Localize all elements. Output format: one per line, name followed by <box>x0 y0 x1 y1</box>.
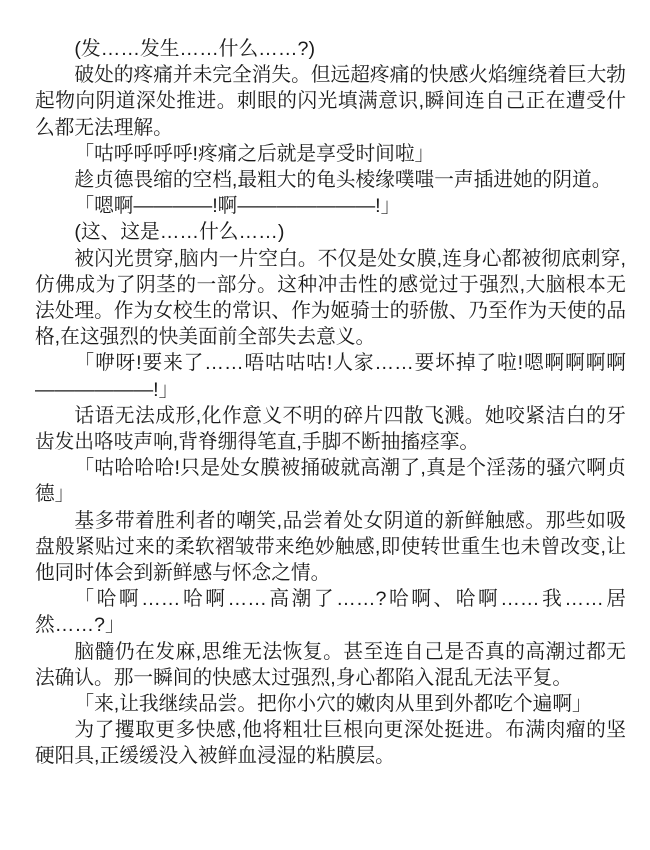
paragraph: 破处的疼痛并未完全消失。但远超疼痛的快感火焰缠绕着巨大勃起物向阴道深处推进。刺眼的闪光填满意识,瞬间连自己正在遭受什么都无法理解。 <box>35 64 626 139</box>
paragraph: 脑髓仍在发麻,思维无法恢复。甚至连自己是否真的高潮过都无法确认。那一瞬间的快感太过强烈,身心都陷入混乱无法平复。 <box>35 640 626 689</box>
paragraph: 基多带着胜利者的嘲笑,品尝着处女阴道的新鲜触感。那些如吸盘般紧贴过来的柔软褶皱带来绝妙触感,即使转世重生也未曾改变,让他同时体会到新鲜感与怀念之情。 <box>35 509 626 585</box>
paragraph: 「来,让我继续品尝。把你小穴的嫩肉从里到外都吃个遍啊」 <box>74 693 592 716</box>
paragraph: 「咕呼呼呼呼!疼痛之后就是享受时间啦」 <box>74 142 435 165</box>
paragraph: 话语无法成形,化作意义不明的碎片四散飞溅。她咬紧洁白的牙齿发出咯吱声响,背脊绷得笔直,手脚不断抽搐痉挛。 <box>35 404 626 454</box>
paragraph: 「咕哈哈哈!只是处女膜被捅破就高潮了,真是个淫荡的骚穴啊贞德」 <box>35 457 626 506</box>
paragraph: 为了攫取更多快感,他将粗壮巨根向更深处挺进。布满肉瘤的坚硬阳具,正缓缓没入被鲜血浸湿的粘膜层。 <box>35 719 626 768</box>
paragraph: 趁贞德畏缩的空档,最粗大的龟头棱缘噗嗤一声插进她的阴道。 <box>74 169 612 192</box>
paragraph: (这、这是……什么……) <box>74 221 285 244</box>
paragraph: 被闪光贯穿,脑内一片空白。不仅是处女膜,连身心都被彻底刺穿,仿佛成为了阴茎的一部分。这种冲击性的感觉过于强烈,大脑根本无法处理。作为女校生的常识、作为姬骑士的骄傲、乃至作为天使的品格,在这强烈的快美面前全部失去意义。 <box>35 247 626 349</box>
paragraph: 「嗯啊————!啊———————!」 <box>74 195 401 218</box>
paragraph: (发……发生……什么……?) <box>74 38 316 60</box>
paragraph: 「咿呀!要来了……唔咕咕咕!人家……要坏掉了啦!嗯啊啊啊啊——————!」 <box>35 352 626 401</box>
paragraph: 「哈啊……哈啊……高潮了……?哈啊、哈啊……我……居然……?」 <box>35 588 626 637</box>
